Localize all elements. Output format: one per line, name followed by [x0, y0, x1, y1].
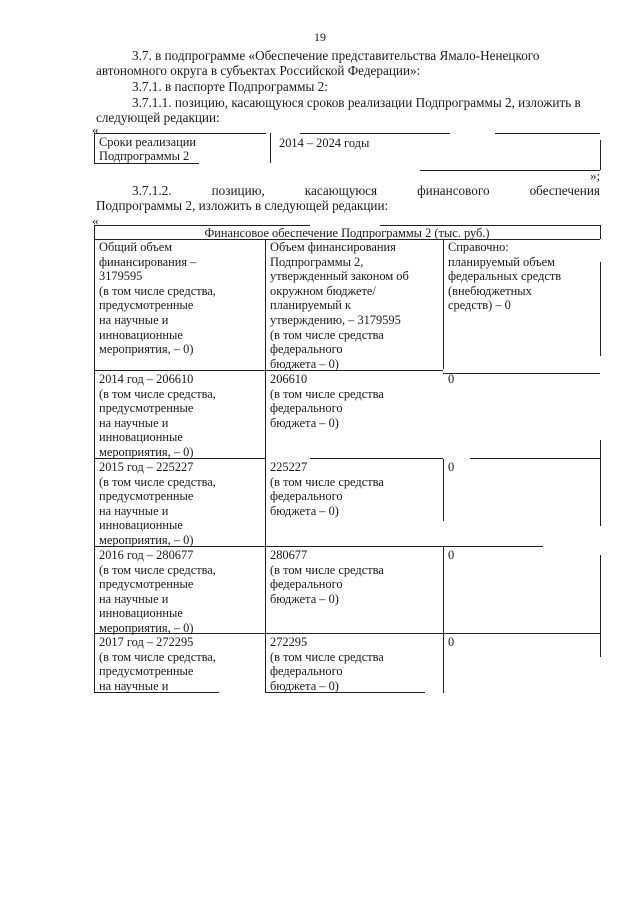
paragraph-3-7-1-1: 3.7.1.1. позицию, касающуюся сроков реализации Подпрограммы 2, изложить в следующей редакции: — [96, 95, 581, 126]
approved-funding-cell: утверждению, – 3179595 — [270, 313, 401, 327]
year-total-cell: на научные и — [99, 415, 169, 430]
total-funding-cell: инновационные — [99, 327, 183, 342]
year-approved-cell: 280677 — [270, 548, 308, 562]
term-label-line-2: Подпрограммы 2 — [99, 149, 190, 163]
year-total-cell: (в том числе средства, — [99, 474, 216, 489]
finance-table-header: Финансовое обеспечение Подпрограммы 2 (тыс. руб.) — [204, 226, 490, 240]
approved-funding-cell: Объем финансирования — [270, 240, 396, 254]
year-approved-cell: федерального — [270, 577, 343, 592]
year-total-cell: на научные и — [99, 678, 169, 693]
year-total-cell: предусмотренные — [99, 664, 194, 679]
opening-quote-1: « — [92, 122, 99, 137]
year-total-cell: мероприятия, – 0) — [99, 621, 194, 635]
year-total-cell: предусмотренные — [99, 401, 194, 416]
year-total-cell: 2015 год – 225227 — [99, 460, 194, 474]
year-total-cell: (в том числе средства, — [99, 649, 216, 664]
paragraph-3-7: 3.7. в подпрограмме «Обеспечение представительства Ямало-Ненецкого автономного округа в субъектах Российской Федерации»: — [96, 48, 540, 79]
year-total-cell: 2017 год – 272295 — [99, 635, 194, 649]
page-number: 19 — [314, 30, 326, 44]
approved-funding-cell: федерального — [270, 342, 343, 357]
paragraph-3-7-1-2: 3.7.1.2. позицию, касающуюся финансового обеспечения — [132, 183, 600, 198]
year-approved-cell: федерального — [270, 401, 343, 416]
reference-funding-cell: планируемый объем — [448, 254, 555, 269]
year-reference-cell: 0 — [448, 548, 455, 562]
year-total-cell: инновационные — [99, 518, 183, 533]
year-total-cell: на научные и — [99, 503, 169, 518]
reference-funding-cell: (внебюджетных — [448, 283, 532, 298]
approved-funding-cell: утвержденный законом об — [270, 269, 409, 284]
term-label-line-1: Сроки реализации — [99, 135, 196, 149]
term-value: 2014 – 2024 годы — [279, 136, 370, 150]
opening-quote-2: « — [92, 213, 99, 228]
year-approved-cell: (в том числе средства — [270, 649, 384, 664]
year-total-cell: на научные и — [99, 591, 169, 606]
year-approved-cell: бюджета – 0) — [270, 503, 339, 518]
reference-funding-cell: Справочно: — [448, 240, 509, 254]
approved-funding-cell: (в том числе средства — [270, 327, 384, 342]
year-total-cell: мероприятия, – 0) — [99, 533, 194, 547]
closing-quote-1: »; — [590, 168, 601, 183]
total-funding-cell: (в том числе средства, — [99, 283, 216, 298]
year-total-cell: мероприятия, – 0) — [99, 445, 194, 459]
approved-funding-cell: бюджета – 0) — [270, 356, 339, 371]
year-approved-cell: 206610 — [270, 372, 308, 386]
total-funding-cell: финансирования – — [99, 254, 197, 269]
year-reference-cell: 0 — [448, 460, 455, 474]
reference-funding-cell: федеральных средств — [448, 269, 562, 284]
approved-funding-cell: Подпрограммы 2, — [270, 254, 364, 269]
year-approved-cell: федерального — [270, 489, 343, 504]
year-total-cell: инновационные — [99, 606, 183, 621]
reference-funding-cell: средств) – 0 — [448, 298, 511, 313]
approved-funding-cell: окружном бюджете/ — [270, 283, 376, 298]
year-reference-cell: 0 — [448, 372, 455, 386]
year-approved-cell: (в том числе средства — [270, 474, 384, 489]
year-approved-cell: (в том числе средства — [270, 562, 384, 577]
year-approved-cell: 272295 — [270, 635, 308, 649]
paragraph-3-7-1: 3.7.1. в паспорте Подпрограммы 2: — [132, 79, 328, 94]
year-total-cell: инновационные — [99, 430, 183, 445]
year-approved-cell: бюджета – 0) — [270, 678, 339, 693]
year-total-cell: 2016 год – 280677 — [99, 548, 194, 562]
paragraph-3-7-1-2-cont: Подпрограммы 2, изложить в следующей редакции: — [96, 198, 389, 213]
year-total-cell: 2014 год – 206610 — [99, 372, 194, 386]
year-approved-cell: федерального — [270, 664, 343, 679]
total-funding-cell: на научные и — [99, 313, 169, 327]
year-total-cell: (в том числе средства, — [99, 386, 216, 401]
total-funding-cell: мероприятия, – 0) — [99, 342, 194, 357]
year-total-cell: (в том числе средства, — [99, 562, 216, 577]
year-reference-cell: 0 — [448, 635, 455, 649]
total-funding-cell: 3179595 — [99, 269, 143, 284]
year-total-cell: предусмотренные — [99, 489, 194, 504]
total-funding-cell: Общий объем — [99, 240, 173, 254]
year-approved-cell: (в том числе средства — [270, 386, 384, 401]
approved-funding-cell: планируемый к — [270, 298, 352, 313]
year-approved-cell: бюджета – 0) — [270, 591, 339, 606]
year-approved-cell: 225227 — [270, 460, 308, 474]
year-approved-cell: бюджета – 0) — [270, 415, 339, 430]
year-total-cell: предусмотренные — [99, 577, 194, 592]
total-funding-cell: предусмотренные — [99, 298, 194, 313]
